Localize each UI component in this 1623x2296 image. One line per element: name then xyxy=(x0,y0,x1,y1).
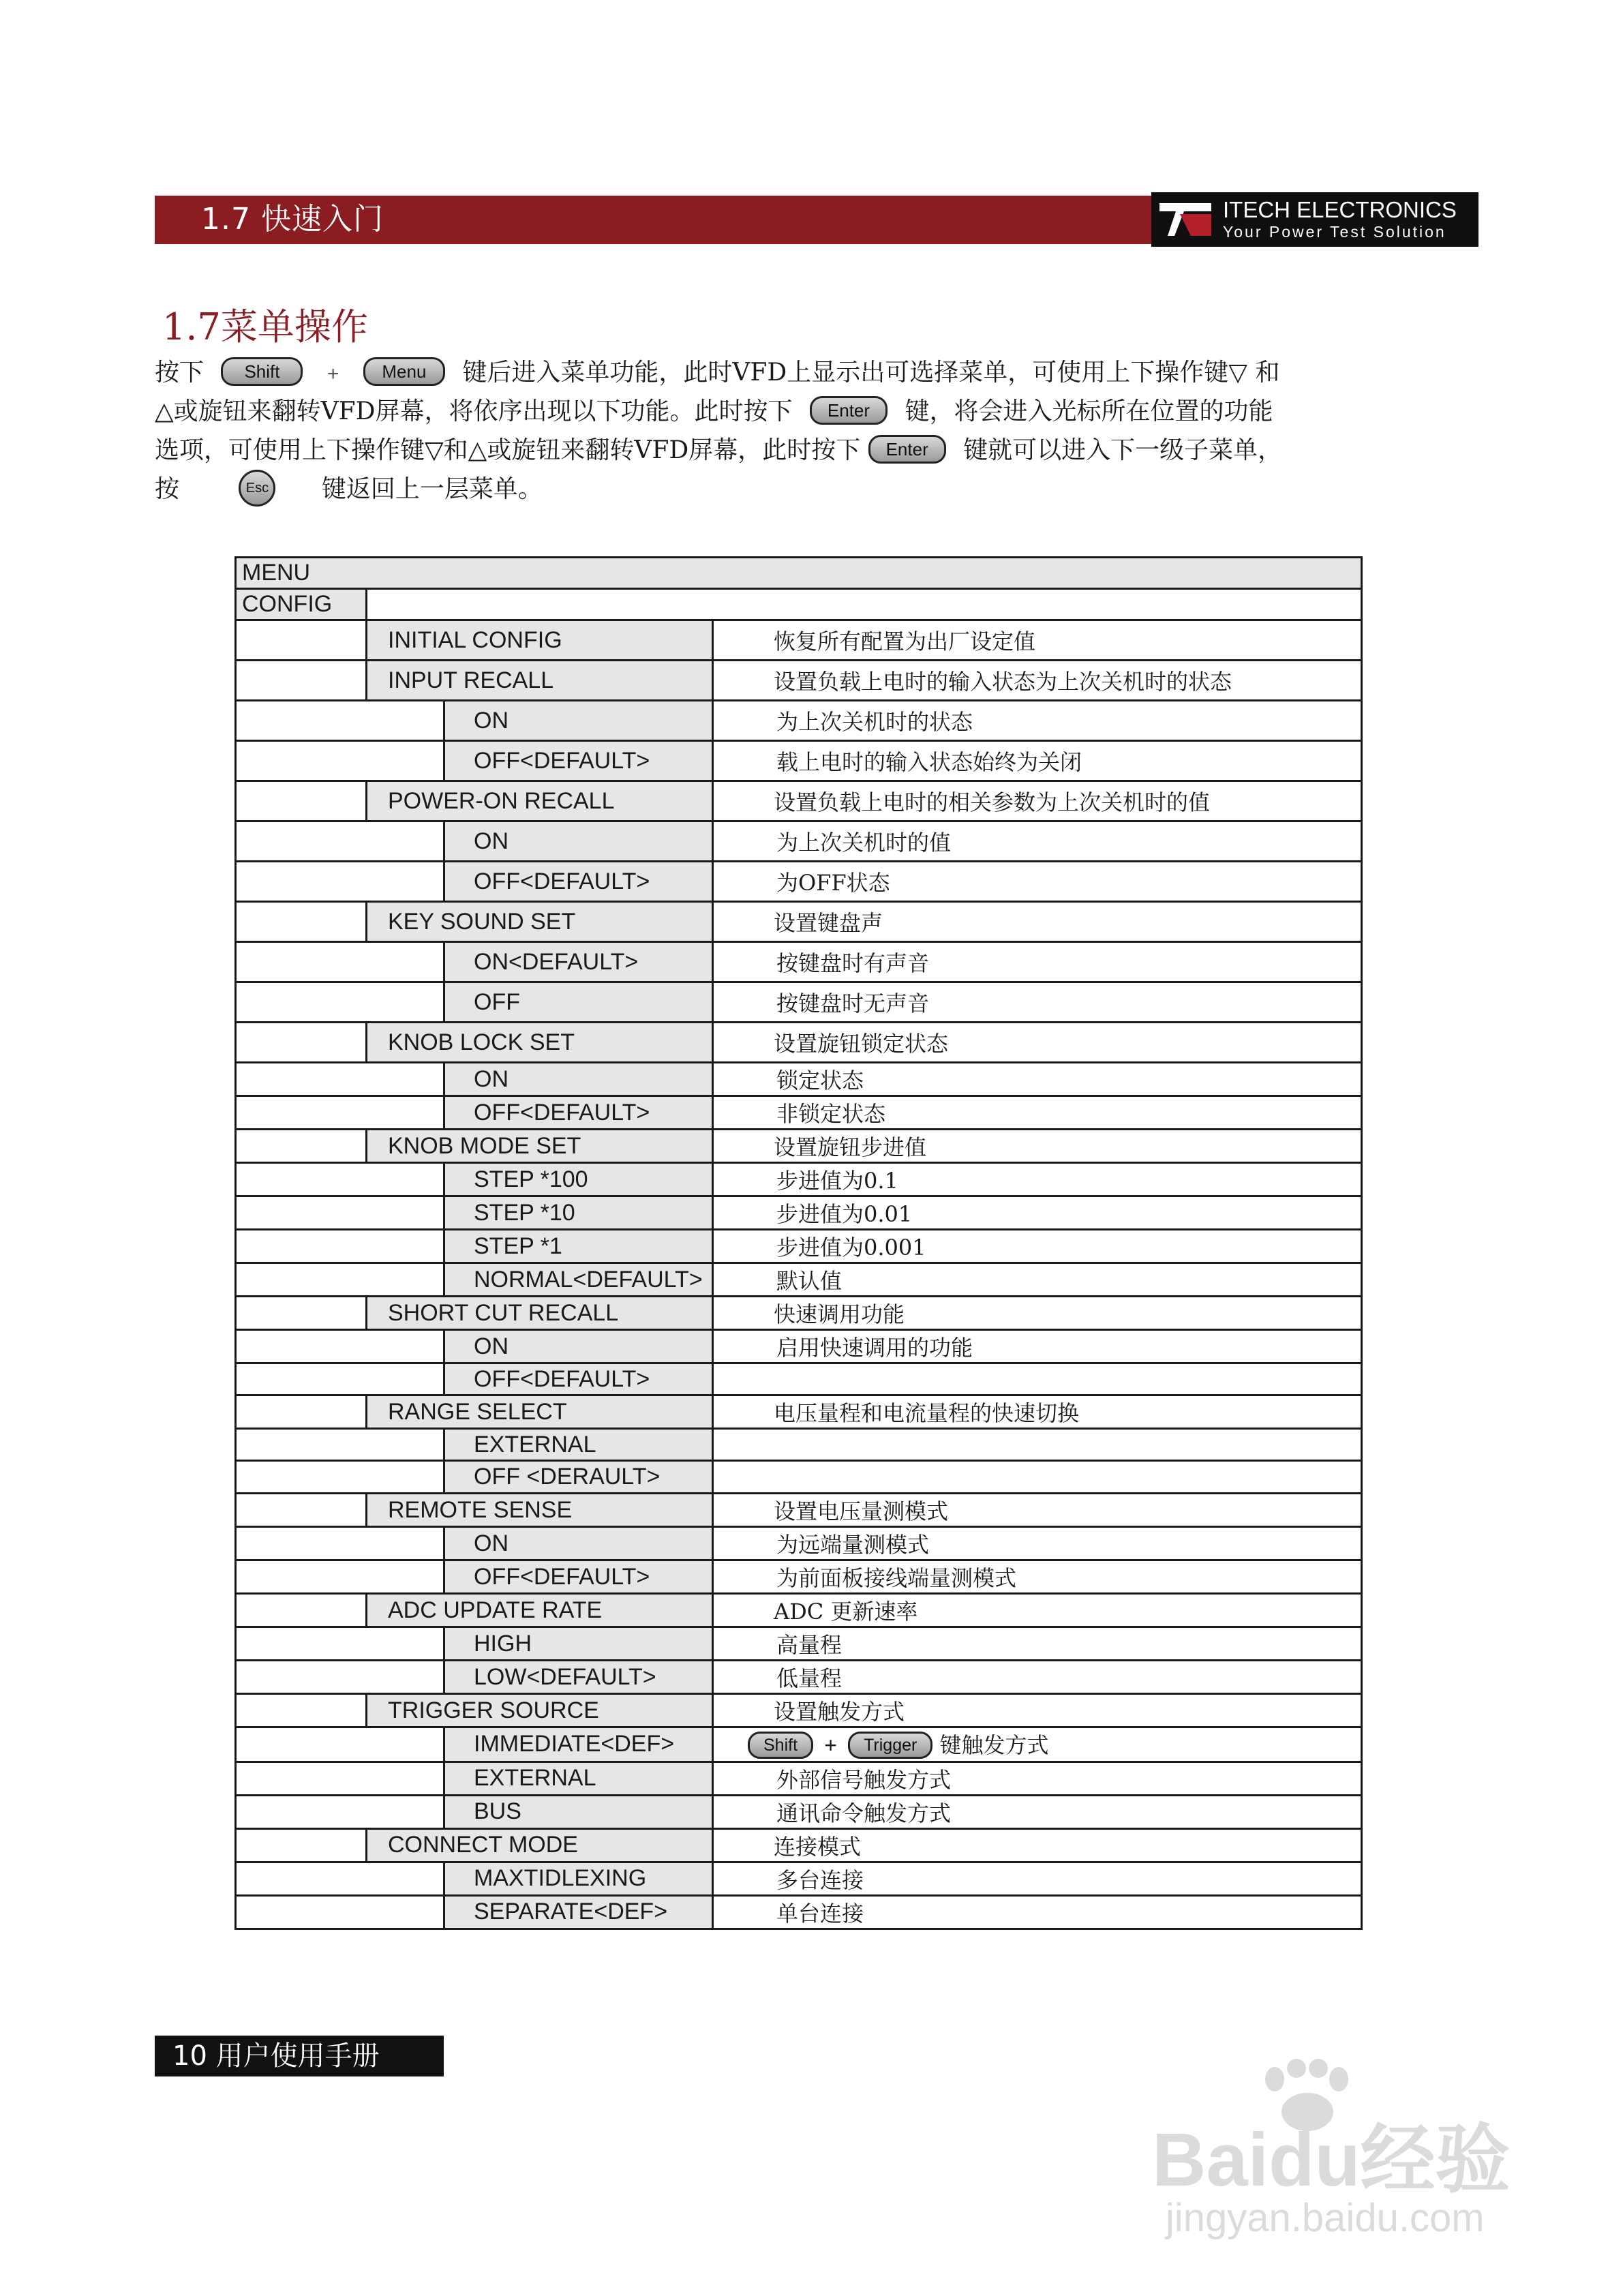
table-row xyxy=(236,1862,1362,1895)
menu-option: STEP *1 xyxy=(444,1230,713,1263)
table-row xyxy=(236,1163,1362,1196)
plus-sign: + xyxy=(824,1733,837,1757)
table-row xyxy=(236,1330,1362,1363)
intro-text: 按下 xyxy=(155,359,204,387)
itech-logo-mark-icon xyxy=(1157,198,1214,241)
table-row xyxy=(236,1594,1362,1627)
menu-option-desc: 外部信号触发方式 xyxy=(713,1762,1362,1795)
menu-root-label: MENU xyxy=(236,558,1362,589)
table-row xyxy=(236,1560,1362,1594)
intro-text: 键就可以进入下一级子菜单， xyxy=(963,436,1283,464)
table-row xyxy=(236,1461,1362,1494)
menu-option-desc: 为远端量测模式 xyxy=(713,1527,1362,1560)
menu-item: KNOB LOCK SET xyxy=(367,1023,713,1063)
table-row xyxy=(236,781,1362,821)
menu-option-desc xyxy=(713,1461,1362,1494)
menu-option: OFF <DERAULT> xyxy=(444,1461,713,1494)
menu-item: POWER-ON RECALL xyxy=(367,781,713,821)
footer-text: 10 用户使用手册 xyxy=(172,2040,380,2072)
plus-sign: + xyxy=(327,363,339,385)
menu-option-desc: 按键盘时有声音 xyxy=(713,942,1362,982)
menu-option: OFF<DEFAULT> xyxy=(444,1363,713,1395)
enter-key-icon: Enter xyxy=(868,435,946,464)
intro-text: 键返回上一层菜单。 xyxy=(321,475,543,503)
table-row xyxy=(236,1130,1362,1163)
menu-option: HIGH xyxy=(444,1627,713,1661)
menu-option: ON<DEFAULT> xyxy=(444,942,713,982)
menu-option-desc: 高量程 xyxy=(713,1627,1362,1661)
table-row xyxy=(236,1527,1362,1560)
menu-item: INITIAL CONFIG xyxy=(367,620,713,661)
menu-option-desc: 步进值为0.1 xyxy=(713,1163,1362,1196)
menu-option: EXTERNAL xyxy=(444,1429,713,1461)
menu-option-desc: 为上次关机时的值 xyxy=(713,821,1362,862)
intro-text: 选项，可使用上下操作键▽和△或旋钮来翻转VFD屏幕，此时按下 xyxy=(155,436,861,464)
config-label: CONFIG xyxy=(236,589,367,620)
section-title: 1.7 快速入门 xyxy=(201,202,384,237)
menu-option: OFF<DEFAULT> xyxy=(444,1560,713,1594)
table-row xyxy=(236,741,1362,781)
table-row xyxy=(236,1063,1362,1096)
menu-option: OFF<DEFAULT> xyxy=(444,1096,713,1130)
menu-option-desc: 锁定状态 xyxy=(713,1063,1362,1096)
menu-option-desc: 为OFF状态 xyxy=(713,862,1362,902)
logo-brand-text: ITECH ELECTRONICS xyxy=(1223,197,1457,222)
menu-item-desc: 设置电压量测模式 xyxy=(713,1494,1362,1527)
menu-option: ON xyxy=(444,1527,713,1560)
menu-option: EXTERNAL xyxy=(444,1762,713,1795)
menu-option: IMMEDIATE<DEF> xyxy=(444,1727,713,1762)
menu-option-desc: 多台连接 xyxy=(713,1862,1362,1895)
watermark-url-text: jingyan.baidu.com xyxy=(1166,2196,1485,2240)
table-row xyxy=(236,661,1362,701)
intro-text: △或旋钮来翻转VFD屏幕，将依序出现以下功能。此时按下 xyxy=(155,397,793,425)
table-row xyxy=(236,1096,1362,1130)
itech-logo xyxy=(1151,192,1478,247)
table-row xyxy=(236,1694,1362,1727)
table-row xyxy=(236,821,1362,862)
menu-item: REMOTE SENSE xyxy=(367,1494,713,1527)
menu-item: INPUT RECALL xyxy=(367,661,713,701)
menu-item-desc: 快速调用功能 xyxy=(713,1297,1362,1330)
table-row xyxy=(236,1297,1362,1330)
shift-key-icon: Shift xyxy=(221,357,303,386)
menu-option-desc-text: 键触发方式 xyxy=(939,1732,1049,1758)
menu-option-desc xyxy=(713,1363,1362,1395)
esc-key-icon: Esc xyxy=(239,470,275,507)
menu-option-desc: 为前面板接线端量测模式 xyxy=(713,1560,1362,1594)
table-row xyxy=(236,1762,1362,1795)
menu-item-desc: 设置负载上电时的输入状态为上次关机时的状态 xyxy=(713,661,1362,701)
table-row xyxy=(236,1795,1362,1828)
table-row xyxy=(236,1429,1362,1461)
baidu-watermark xyxy=(1152,2059,1554,2263)
intro-text: 键后进入菜单功能，此时VFD上显示出可选择菜单，可使用上下操作键▽ 和 xyxy=(462,359,1280,387)
menu-option: LOW<DEFAULT> xyxy=(444,1661,713,1694)
menu-item-desc: 设置键盘声 xyxy=(713,902,1362,942)
menu-option-desc: 启用快速调用的功能 xyxy=(713,1330,1362,1363)
menu-option-desc xyxy=(713,1727,1362,1762)
watermark-main-text: Baidu经验 xyxy=(1152,2118,1511,2202)
table-row xyxy=(236,1828,1362,1862)
menu-option-desc: 步进值为0.001 xyxy=(713,1230,1362,1263)
table-row xyxy=(236,942,1362,982)
menu-option-desc: 低量程 xyxy=(713,1661,1362,1694)
table-row xyxy=(236,982,1362,1023)
table-row xyxy=(236,701,1362,741)
menu-item: CONNECT MODE xyxy=(367,1828,713,1862)
menu-item: RANGE SELECT xyxy=(367,1395,713,1429)
logo-slogan-text: Your Power Test Solution xyxy=(1223,223,1446,241)
menu-option-desc: 载上电时的输入状态始终为关闭 xyxy=(713,741,1362,781)
menu-option-desc: 步进值为0.01 xyxy=(713,1196,1362,1230)
menu-option-desc xyxy=(713,1429,1362,1461)
footer-page-label xyxy=(155,2036,444,2076)
intro-text: 按 xyxy=(155,475,180,503)
menu-option: ON xyxy=(444,701,713,741)
shift-key-icon: Shift xyxy=(748,1732,813,1759)
menu-item: ADC UPDATE RATE xyxy=(367,1594,713,1627)
enter-key-icon: Enter xyxy=(810,396,888,425)
menu-item-desc: 设置旋钮锁定状态 xyxy=(713,1023,1362,1063)
menu-item: KNOB MODE SET xyxy=(367,1130,713,1163)
menu-option: OFF<DEFAULT> xyxy=(444,741,713,781)
table-row xyxy=(236,1494,1362,1527)
trigger-key-icon: Trigger xyxy=(848,1732,932,1759)
table-row xyxy=(236,862,1362,902)
menu-item-desc: 恢复所有配置为出厂设定值 xyxy=(713,620,1362,661)
table-row xyxy=(236,1895,1362,1929)
table-row xyxy=(236,620,1362,661)
table-row xyxy=(236,1395,1362,1429)
menu-item-desc: ADC 更新速率 xyxy=(713,1594,1362,1627)
menu-option-desc: 为上次关机时的状态 xyxy=(713,701,1362,741)
table-row xyxy=(236,558,1362,589)
table-row xyxy=(236,1661,1362,1694)
menu-option-desc: 非锁定状态 xyxy=(713,1096,1362,1130)
menu-option: OFF xyxy=(444,982,713,1023)
menu-option-desc: 通讯命令触发方式 xyxy=(713,1795,1362,1828)
table-row xyxy=(236,1627,1362,1661)
intro-paragraph xyxy=(155,353,1436,509)
menu-option: ON xyxy=(444,821,713,862)
menu-key-icon: Menu xyxy=(363,357,445,386)
table-row xyxy=(236,902,1362,942)
menu-item-desc: 设置旋钮步进值 xyxy=(713,1130,1362,1163)
menu-option: BUS xyxy=(444,1795,713,1828)
menu-option: NORMAL<DEFAULT> xyxy=(444,1263,713,1297)
table-row xyxy=(236,589,1362,620)
menu-option: SEPARATE<DEF> xyxy=(444,1895,713,1929)
menu-option-desc: 按键盘时无声音 xyxy=(713,982,1362,1023)
table-row xyxy=(236,1230,1362,1263)
menu-tree-table xyxy=(234,556,1363,1930)
menu-item: KEY SOUND SET xyxy=(367,902,713,942)
table-row xyxy=(236,1363,1362,1395)
intro-text: 键，将会进入光标所在位置的功能 xyxy=(905,397,1273,425)
menu-option: ON xyxy=(444,1330,713,1363)
menu-option-desc: 单台连接 xyxy=(713,1895,1362,1929)
menu-item-desc: 设置触发方式 xyxy=(713,1694,1362,1727)
menu-item-desc: 连接模式 xyxy=(713,1828,1362,1862)
menu-item-desc: 设置负载上电时的相关参数为上次关机时的值 xyxy=(713,781,1362,821)
table-row xyxy=(236,1196,1362,1230)
table-row xyxy=(236,1727,1362,1762)
menu-item-desc: 电压量程和电流量程的快速切换 xyxy=(713,1395,1362,1429)
table-row xyxy=(236,1263,1362,1297)
menu-item: TRIGGER SOURCE xyxy=(367,1694,713,1727)
menu-option: STEP *100 xyxy=(444,1163,713,1196)
menu-item: SHORT CUT RECALL xyxy=(367,1297,713,1330)
menu-option: ON xyxy=(444,1063,713,1096)
menu-option: MAXTIDLEXING xyxy=(444,1862,713,1895)
page-heading: 1.7菜单操作 xyxy=(162,305,368,348)
menu-option: OFF<DEFAULT> xyxy=(444,862,713,902)
menu-option-desc: 默认值 xyxy=(713,1263,1362,1297)
menu-option: STEP *10 xyxy=(444,1196,713,1230)
table-row xyxy=(236,1023,1362,1063)
